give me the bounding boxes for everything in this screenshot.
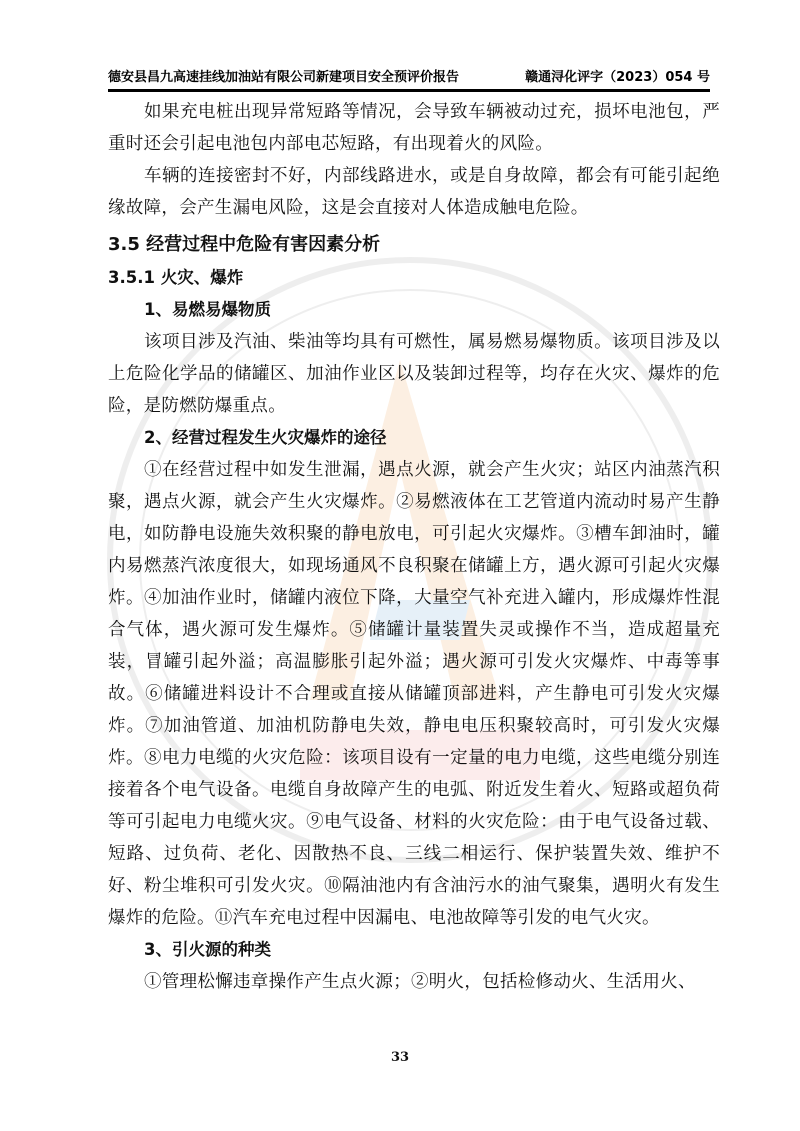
item1-text: 该项目涉及汽油、柴油等均具有可燃性，属易燃易爆物质。该项目涉及以上危险化学品的储罐区、加油作业区以及装卸过程等，均存在火灾、爆炸的危险，是防燃防爆重点。 — [108, 332, 720, 416]
page-number: 33 — [390, 1050, 410, 1065]
section-title: 3.5 经营过程中危险有害因素分析 — [108, 234, 381, 255]
page-header — [108, 66, 710, 91]
paragraph-charging-short-circuit: 如果充电桩出现异常短路等情况，会导致车辆被动过充，损坏电池包，严重时还会引起电池包内部电芯短路，有出现着火的风险。 — [108, 102, 720, 154]
paragraph-insulation-fault: 车辆的连接密封不好，内部线路进水，或是自身故障，都会有可能引起绝缘故障，会产生漏电风险，这是会直接对人体造成触电危险。 — [108, 166, 720, 218]
subsection-title: 3.5.1 火灾、爆炸 — [108, 268, 244, 287]
item1-title: 1、易燃易爆物质 — [144, 300, 271, 319]
header-divider — [108, 91, 710, 92]
item2-text: ①在经营过程中如发生泄漏，遇点火源，就会产生火灾；站区内油蒸汽积聚，遇点火源，就会产生火灾爆炸。②易燃液体在工艺管道内流动时易产生静电，如防静电设施失效积聚的静电放电，可引起火灾爆炸。③槽车卸油时，罐内易燃蒸汽浓度很大，如现场通风不良积聚在储罐上方，遇火源可引起火灾爆炸。④加油作业时，储罐内液位下降，大量空气补充进入罐内，形成爆炸性混合气体，遇火源可发生爆炸。⑤储罐计量装置失灵或操作不当，造成超量充装，冒罐引起外溢；高温膨胀引起外溢；遇火源可引发火灾爆炸、中毒等事故。⑥储罐进料设计不合理或直接从储罐顶部进料，产生静电可引发火灾爆炸。⑦加油管道、加油机防静电失效，静电电压积聚较高时，可引发火灾爆炸。⑧电力电缆的火灾危险：该项目设有一定量的电力电缆，这些电缆分别连接着各个电气设备。电缆自身故障产生的电弧、附近发生着火、短路或超负荷等可引起电力电缆火灾。⑨电气设备、材料的火灾危险：由于电气设备过载、短路、过负荷、老化、因散热不良、三线二相运行、保护装置失效、维护不好、粉尘堆积可引发火灾。⑩隔油池内有含油污水的油气聚集，遇明火有发生爆炸的危险。⑪汽车充电过程中因漏电、电池故障等引发的电气火灾。 — [108, 460, 720, 928]
page-body — [108, 96, 720, 998]
item3-title: 3、引火源的种类 — [144, 940, 271, 959]
item2-title: 2、经营过程发生火灾爆炸的途径 — [144, 428, 387, 447]
header-document-number: 赣通浔化评字（2023）054 号 — [525, 70, 710, 85]
header-report-title: 德安县昌九高速挂线加油站有限公司新建项目安全预评价报告 — [108, 70, 460, 85]
item3-text: ①管理松懈违章操作产生点火源；②明火，包括检修动火、生活用火、 — [144, 972, 696, 992]
